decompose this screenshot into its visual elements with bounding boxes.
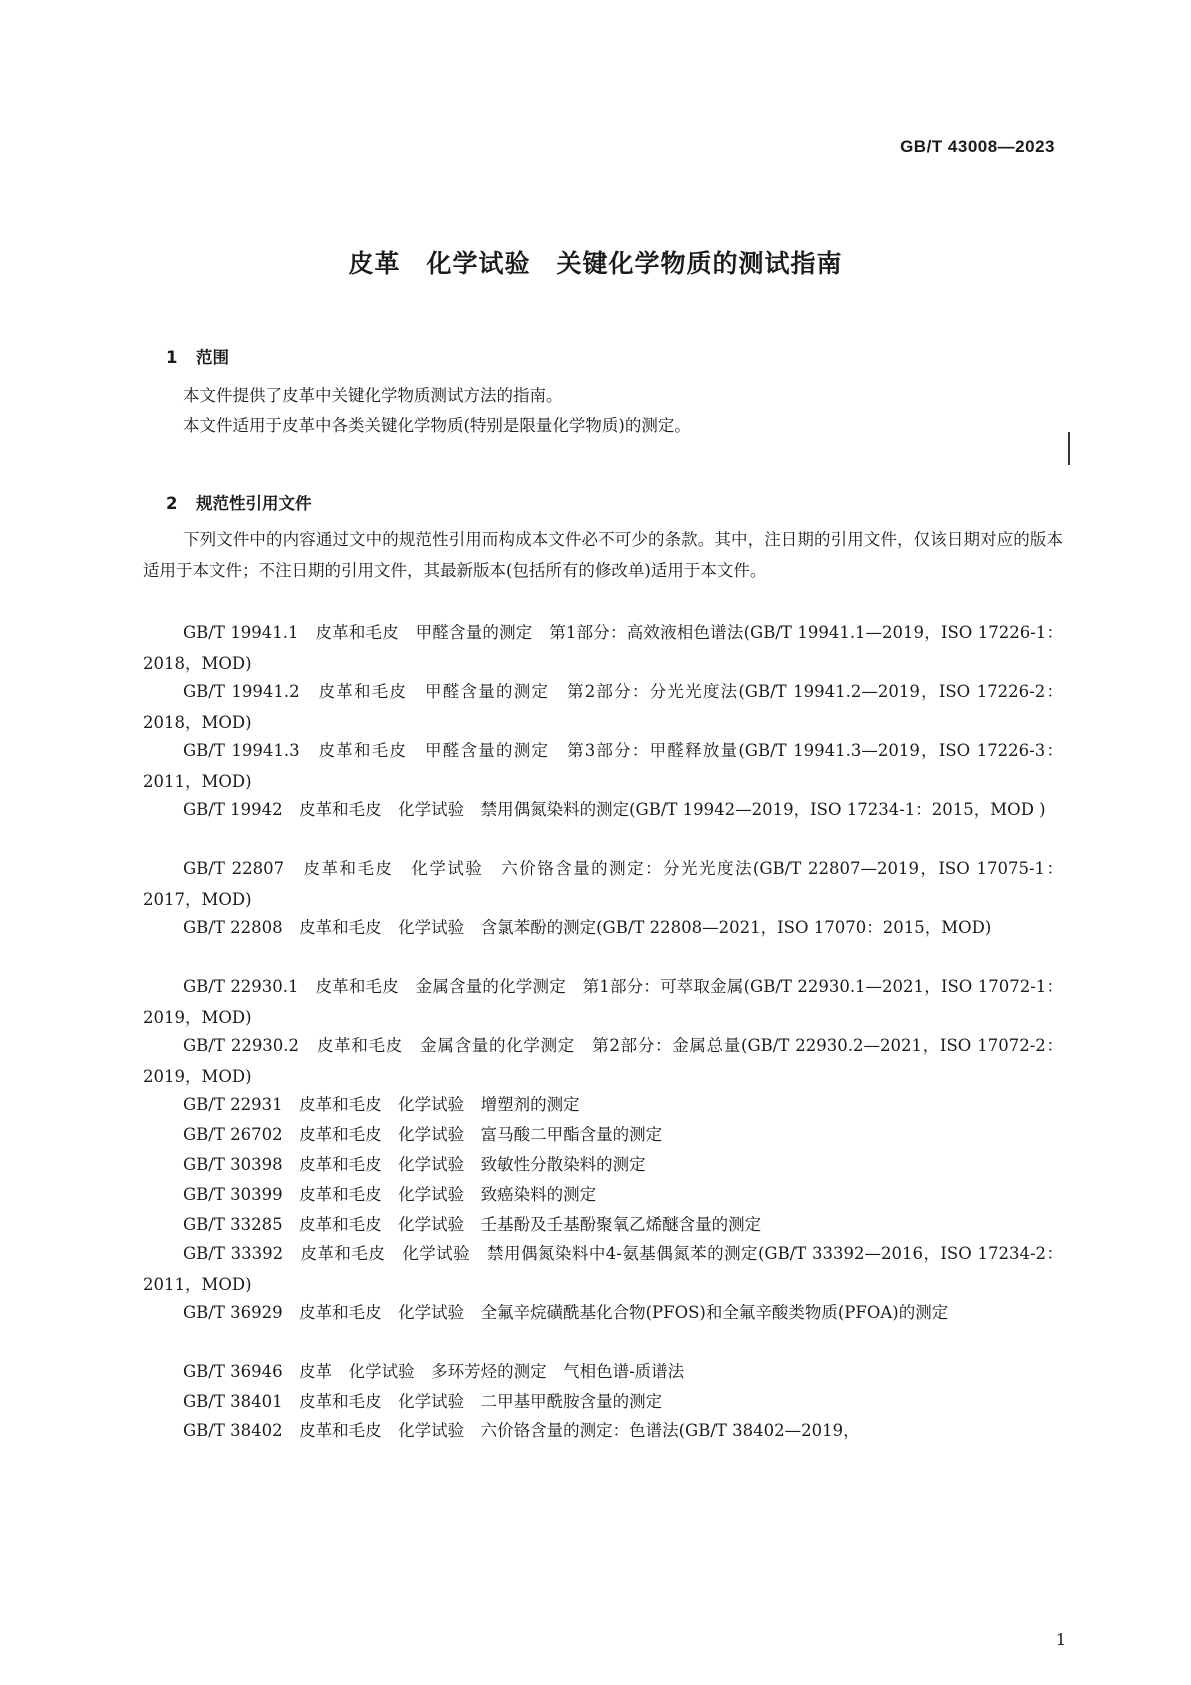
change-bar — [1068, 432, 1070, 465]
reference-item: GB/T 22930.1 皮革和毛皮 金属含量的化学测定 第1部分：可萃取金属(GB/T 22930.1—2021，ISO 17072-1：2019，MOD) — [143, 977, 1063, 1027]
reference-item: GB/T 33392 皮革和毛皮 化学试验 禁用偶氮染料中4-氨基偶氮苯的测定(GB/T 33392—2016，ISO 17234-2：2011，MOD) — [143, 1244, 1063, 1294]
document-title: 皮革 化学试验 关键化学物质的测试指南 — [348, 249, 843, 278]
page-number: 1 — [1055, 1630, 1066, 1649]
reference-item: GB/T 33285 皮革和毛皮 化学试验 壬基酚及壬基酚聚氧乙烯醚含量的测定 — [183, 1215, 762, 1234]
section-1-paragraph: 本文件适用于皮革中各类关键化学物质(特别是限量化学物质)的测定。 — [183, 416, 691, 435]
reference-item: GB/T 22808 皮革和毛皮 化学试验 含氯苯酚的测定(GB/T 22808—2021，ISO 17070：2015，MOD) — [183, 918, 992, 937]
reference-item: GB/T 22930.2 皮革和毛皮 金属含量的化学测定 第2部分：金属总量(GB/T 22930.2—2021，ISO 17072-2：2019，MOD) — [143, 1036, 1063, 1086]
section-1-number: 1 — [165, 348, 178, 367]
reference-item: GB/T 22931 皮革和毛皮 化学试验 增塑剂的测定 — [183, 1095, 580, 1114]
section-2-intro: 下列文件中的内容通过文中的规范性引用而构成本文件必不可少的条款。其中，注日期的引用文件，仅该日期对应的版本适用于本文件；不注日期的引用文件，其最新版本(包括所有的修改单)适用于本文件。 — [143, 530, 1063, 580]
standard-code: GB/T 43008—2023 — [900, 137, 1055, 156]
section-1-heading — [143, 325, 229, 387]
reference-item: GB/T 22807 皮革和毛皮 化学试验 六价铬含量的测定：分光光度法(GB/T 22807—2019，ISO 17075-1：2017，MOD) — [143, 859, 1063, 909]
reference-item: GB/T 38402 皮革和毛皮 化学试验 六价铬含量的测定：色谱法(GB/T 38402—2019， — [183, 1421, 860, 1440]
reference-item: GB/T 38401 皮革和毛皮 化学试验 二甲基甲酰胺含量的测定 — [183, 1392, 663, 1411]
reference-item: GB/T 36929 皮革和毛皮 化学试验 全氟辛烷磺酰基化合物(PFOS)和全氟辛酸类物质(PFOA)的测定 — [183, 1303, 949, 1322]
section-1-title: 范围 — [195, 348, 229, 367]
reference-item: GB/T 19941.1 皮革和毛皮 甲醛含量的测定 第1部分：高效液相色谱法(GB/T 19941.1—2019，ISO 17226-1：2018，MOD) — [143, 623, 1063, 673]
reference-item: GB/T 19941.2 皮革和毛皮 甲醛含量的测定 第2部分：分光光度法(GB/T 19941.2—2019，ISO 17226-2：2018，MOD) — [143, 682, 1063, 732]
reference-item: GB/T 19942 皮革和毛皮 化学试验 禁用偶氮染料的测定(GB/T 19942—2019，ISO 17234-1：2015，MOD ) — [183, 800, 1046, 819]
reference-item: GB/T 36946 皮革 化学试验 多环芳烃的测定 气相色谱-质谱法 — [183, 1362, 685, 1381]
reference-item: GB/T 26702 皮革和毛皮 化学试验 富马酸二甲酯含量的测定 — [183, 1125, 663, 1144]
reference-item: GB/T 30398 皮革和毛皮 化学试验 致敏性分散染料的测定 — [183, 1155, 646, 1174]
reference-item: GB/T 30399 皮革和毛皮 化学试验 致癌染料的测定 — [183, 1185, 597, 1204]
section-2-number: 2 — [165, 494, 178, 513]
section-2-title: 规范性引用文件 — [195, 494, 312, 513]
reference-item: GB/T 19941.3 皮革和毛皮 甲醛含量的测定 第3部分：甲醛释放量(GB/T 19941.3—2019，ISO 17226-3：2011，MOD) — [143, 741, 1063, 791]
section-1-paragraph: 本文件提供了皮革中关键化学物质测试方法的指南。 — [183, 386, 563, 405]
